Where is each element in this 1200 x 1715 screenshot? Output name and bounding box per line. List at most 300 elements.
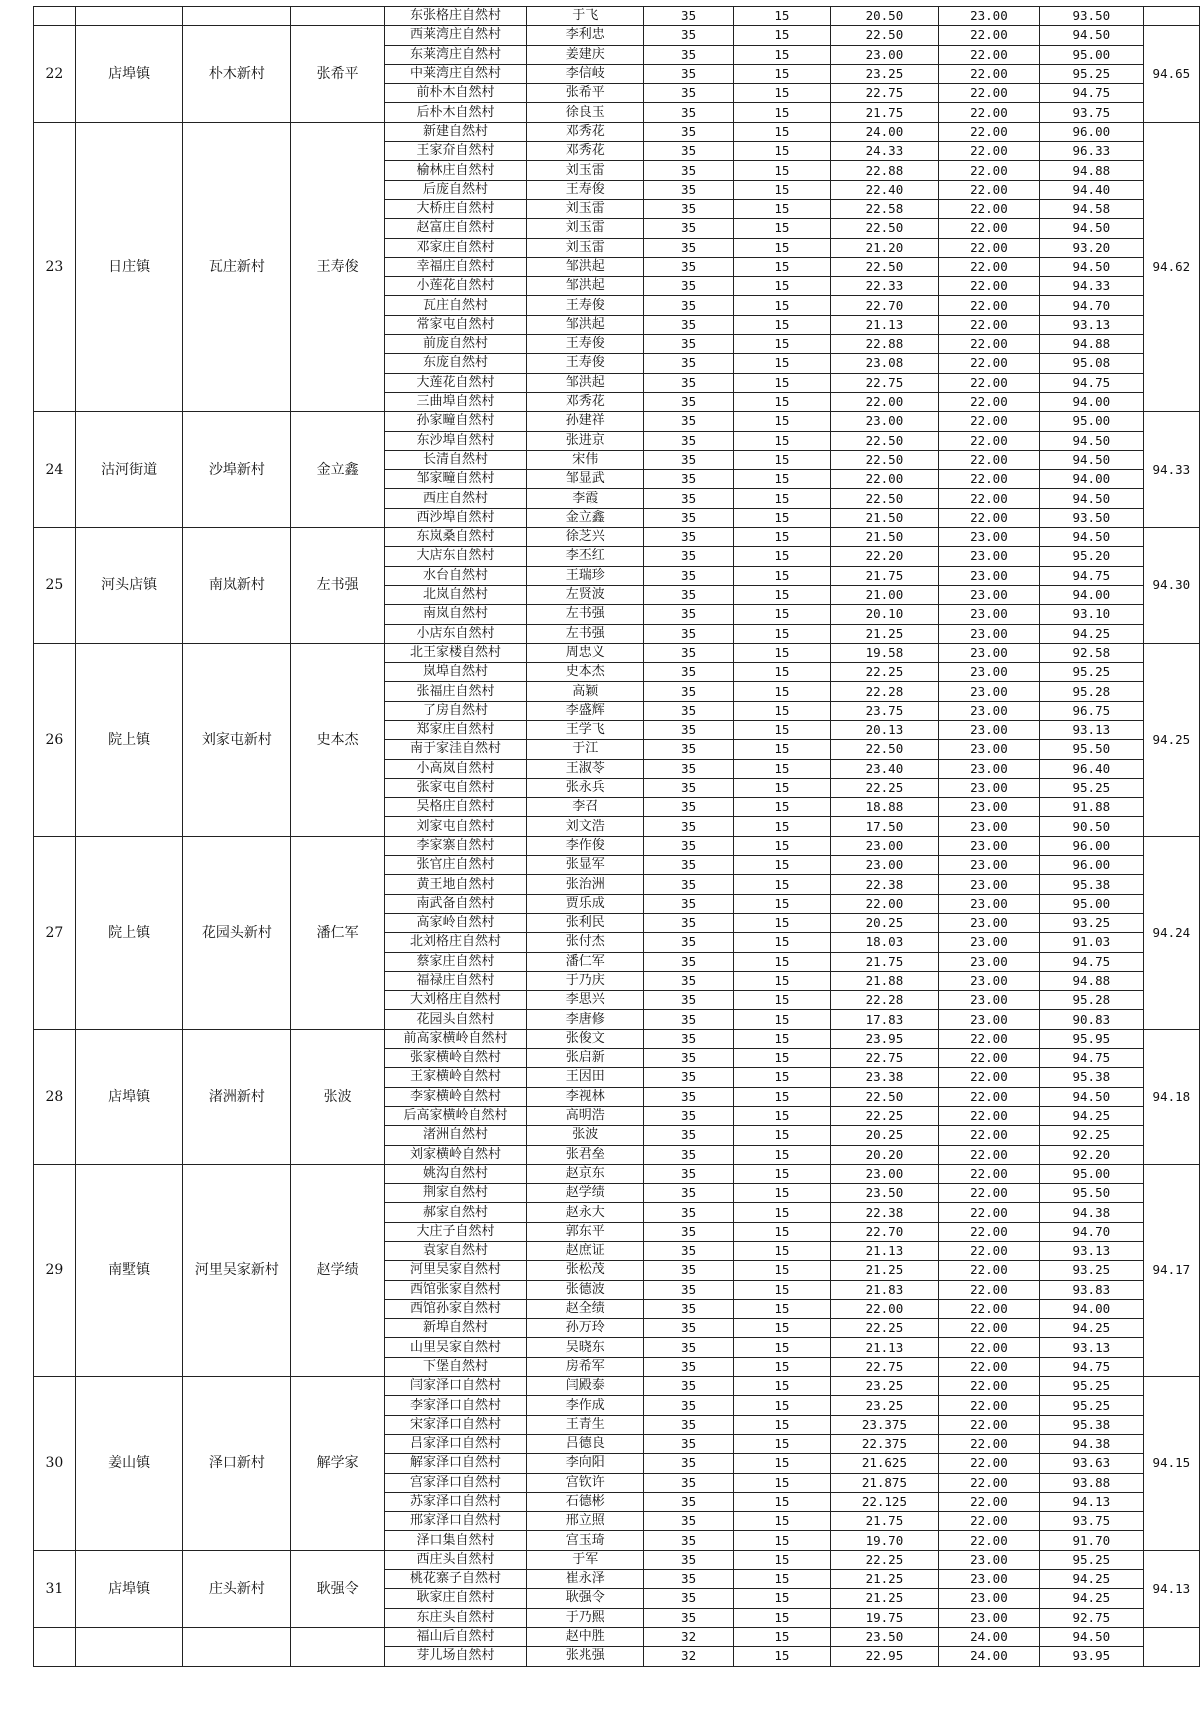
- score-d-cell: 22.00: [938, 219, 1039, 238]
- score-a-cell: 35: [644, 199, 733, 218]
- official-cell: 高明浩: [527, 1106, 644, 1125]
- total-score-cell: 93.25: [1039, 1261, 1143, 1280]
- score-a-cell: 35: [644, 759, 733, 778]
- official-cell: 崔永泽: [527, 1570, 644, 1589]
- score-b-cell: 15: [733, 663, 830, 682]
- score-b-cell: 15: [733, 508, 830, 527]
- score-d-cell: 23.00: [938, 547, 1039, 566]
- official-cell: 史本杰: [527, 663, 644, 682]
- village-name-cell: 河里吴家自然村: [384, 1261, 526, 1280]
- village-name-cell: 大庄子自然村: [384, 1222, 526, 1241]
- village-name-cell: 芽儿场自然村: [384, 1647, 526, 1666]
- official-cell: 王寿俊: [527, 335, 644, 354]
- score-b-cell: 15: [733, 856, 830, 875]
- score-b-cell: 15: [733, 798, 830, 817]
- village-name-cell: 赵富庄自然村: [384, 219, 526, 238]
- leader-cell: 左书强: [291, 528, 385, 644]
- score-a-cell: 32: [644, 1627, 733, 1646]
- town-cell: 院上镇: [75, 643, 183, 836]
- official-cell: 张显军: [527, 856, 644, 875]
- official-cell: 李作成: [527, 1396, 644, 1415]
- score-d-cell: 23.00: [938, 933, 1039, 952]
- village-name-cell: 袁家自然村: [384, 1242, 526, 1261]
- total-score-cell: 94.88: [1039, 971, 1143, 990]
- score-d-cell: 22.00: [938, 373, 1039, 392]
- score-b-cell: 15: [733, 199, 830, 218]
- score-d-cell: 23.00: [938, 682, 1039, 701]
- total-score-cell: 94.50: [1039, 1087, 1143, 1106]
- score-c-cell: 17.50: [830, 817, 938, 836]
- village-name-cell: 刘家屯自然村: [384, 817, 526, 836]
- official-cell: 刘玉雷: [527, 219, 644, 238]
- score-c-cell: 23.50: [830, 1184, 938, 1203]
- score-b-cell: 15: [733, 238, 830, 257]
- total-score-cell: 94.38: [1039, 1203, 1143, 1222]
- score-d-cell: 22.00: [938, 1396, 1039, 1415]
- official-cell: 张治洲: [527, 875, 644, 894]
- score-c-cell: 20.13: [830, 720, 938, 739]
- new-village-cell: 庄头新村: [183, 1550, 291, 1627]
- average-score-cell: 94.18: [1143, 1029, 1199, 1164]
- village-name-cell: 南于家洼自然村: [384, 740, 526, 759]
- score-b-cell: 15: [733, 1473, 830, 1492]
- village-name-cell: 前庞自然村: [384, 335, 526, 354]
- total-score-cell: 94.33: [1039, 277, 1143, 296]
- total-score-cell: 93.13: [1039, 1242, 1143, 1261]
- village-name-cell: 高家岭自然村: [384, 913, 526, 932]
- score-b-cell: 15: [733, 720, 830, 739]
- average-score-cell: 94.17: [1143, 1164, 1199, 1376]
- official-cell: 邓秀花: [527, 122, 644, 141]
- official-cell: 潘仁军: [527, 952, 644, 971]
- score-c-cell: 22.33: [830, 277, 938, 296]
- score-c-cell: 22.88: [830, 335, 938, 354]
- score-a-cell: 35: [644, 142, 733, 161]
- score-a-cell: 35: [644, 585, 733, 604]
- score-a-cell: 35: [644, 1550, 733, 1569]
- score-b-cell: 15: [733, 1261, 830, 1280]
- score-d-cell: 23.00: [938, 836, 1039, 855]
- official-cell: 张希平: [527, 84, 644, 103]
- village-name-cell: 后高家横岭自然村: [384, 1106, 526, 1125]
- total-score-cell: 95.25: [1039, 663, 1143, 682]
- village-name-cell: 大刘格庄自然村: [384, 991, 526, 1010]
- score-c-cell: 22.50: [830, 450, 938, 469]
- official-cell: 李作俊: [527, 836, 644, 855]
- score-b-cell: 15: [733, 7, 830, 26]
- village-name-cell: 后朴木自然村: [384, 103, 526, 122]
- village-name-cell: 张家横岭自然村: [384, 1049, 526, 1068]
- village-name-cell: 幸福庄自然村: [384, 257, 526, 276]
- new-village-cell: 河里吴家新村: [183, 1164, 291, 1376]
- score-b-cell: 15: [733, 450, 830, 469]
- total-score-cell: 90.50: [1039, 817, 1143, 836]
- score-b-cell: 15: [733, 1396, 830, 1415]
- village-name-cell: 福山后自然村: [384, 1627, 526, 1646]
- score-d-cell: 22.00: [938, 1338, 1039, 1357]
- village-name-cell: 了房自然村: [384, 701, 526, 720]
- score-a-cell: 35: [644, 528, 733, 547]
- official-cell: 王因田: [527, 1068, 644, 1087]
- score-c-cell: 22.50: [830, 740, 938, 759]
- official-cell: 张松茂: [527, 1261, 644, 1280]
- village-name-cell: 邹家疃自然村: [384, 470, 526, 489]
- village-name-cell: 小店东自然村: [384, 624, 526, 643]
- average-score-cell: 94.62: [1143, 122, 1199, 411]
- score-d-cell: 22.00: [938, 1222, 1039, 1241]
- score-d-cell: 22.00: [938, 1319, 1039, 1338]
- row-number-cell: [34, 7, 76, 26]
- score-d-cell: 22.00: [938, 1492, 1039, 1511]
- total-score-cell: 95.28: [1039, 682, 1143, 701]
- score-c-cell: 22.50: [830, 26, 938, 45]
- score-c-cell: 22.00: [830, 1299, 938, 1318]
- leader-cell: 金立鑫: [291, 412, 385, 528]
- score-c-cell: 22.125: [830, 1492, 938, 1511]
- total-score-cell: 94.75: [1039, 1357, 1143, 1376]
- score-d-cell: 23.00: [938, 663, 1039, 682]
- score-c-cell: 21.50: [830, 508, 938, 527]
- official-cell: 王瑞珍: [527, 566, 644, 585]
- score-d-cell: 22.00: [938, 1049, 1039, 1068]
- total-score-cell: 96.40: [1039, 759, 1143, 778]
- total-score-cell: 95.00: [1039, 1164, 1143, 1183]
- score-a-cell: 35: [644, 277, 733, 296]
- score-a-cell: 35: [644, 1531, 733, 1550]
- score-d-cell: 23.00: [938, 856, 1039, 875]
- official-cell: 耿强令: [527, 1589, 644, 1608]
- score-b-cell: 15: [733, 1627, 830, 1646]
- score-a-cell: 32: [644, 1647, 733, 1666]
- village-name-cell: 苏家泽口自然村: [384, 1492, 526, 1511]
- table-row: [34, 26, 1200, 45]
- total-score-cell: 96.33: [1039, 142, 1143, 161]
- official-cell: 张启新: [527, 1049, 644, 1068]
- score-b-cell: 15: [733, 624, 830, 643]
- leader-cell: [291, 1627, 385, 1666]
- official-cell: 于江: [527, 740, 644, 759]
- score-b-cell: 15: [733, 103, 830, 122]
- score-a-cell: 35: [644, 1415, 733, 1434]
- official-cell: 房希军: [527, 1357, 644, 1376]
- score-b-cell: 15: [733, 489, 830, 508]
- total-score-cell: 95.50: [1039, 1184, 1143, 1203]
- score-c-cell: 24.33: [830, 142, 938, 161]
- score-c-cell: 21.13: [830, 315, 938, 334]
- row-number-cell: 22: [34, 26, 76, 122]
- score-b-cell: 15: [733, 1338, 830, 1357]
- score-a-cell: 35: [644, 392, 733, 411]
- village-name-cell: 李家横岭自然村: [384, 1087, 526, 1106]
- score-c-cell: 22.38: [830, 1203, 938, 1222]
- total-score-cell: 94.50: [1039, 450, 1143, 469]
- score-d-cell: 23.00: [938, 566, 1039, 585]
- score-a-cell: 35: [644, 1203, 733, 1222]
- total-score-cell: 94.75: [1039, 566, 1143, 585]
- new-village-cell: 刘家屯新村: [183, 643, 291, 836]
- village-name-cell: 东莱湾庄自然村: [384, 45, 526, 64]
- score-a-cell: 35: [644, 412, 733, 431]
- score-b-cell: 15: [733, 1550, 830, 1569]
- score-d-cell: 23.00: [938, 894, 1039, 913]
- score-b-cell: 15: [733, 1570, 830, 1589]
- total-score-cell: 93.50: [1039, 508, 1143, 527]
- village-name-cell: 解家泽口自然村: [384, 1454, 526, 1473]
- score-a-cell: 35: [644, 219, 733, 238]
- village-name-cell: 渚洲自然村: [384, 1126, 526, 1145]
- score-a-cell: 35: [644, 1126, 733, 1145]
- village-name-cell: 刘家横岭自然村: [384, 1145, 526, 1164]
- village-name-cell: 瓦庄自然村: [384, 296, 526, 315]
- average-score-cell: 94.15: [1143, 1377, 1199, 1551]
- score-b-cell: 15: [733, 585, 830, 604]
- score-d-cell: 22.00: [938, 1203, 1039, 1222]
- official-cell: 邓秀花: [527, 142, 644, 161]
- score-b-cell: 15: [733, 392, 830, 411]
- village-name-cell: 西馆孙家自然村: [384, 1299, 526, 1318]
- score-c-cell: 21.88: [830, 971, 938, 990]
- score-a-cell: 35: [644, 894, 733, 913]
- score-d-cell: 22.00: [938, 277, 1039, 296]
- score-d-cell: 22.00: [938, 199, 1039, 218]
- total-score-cell: 94.50: [1039, 219, 1143, 238]
- score-d-cell: 22.00: [938, 1299, 1039, 1318]
- leader-cell: 张波: [291, 1029, 385, 1164]
- village-name-cell: 长清自然村: [384, 450, 526, 469]
- total-score-cell: 95.38: [1039, 1068, 1143, 1087]
- score-c-cell: 21.13: [830, 1242, 938, 1261]
- leader-cell: 耿强令: [291, 1550, 385, 1627]
- total-score-cell: 96.00: [1039, 836, 1143, 855]
- score-a-cell: 35: [644, 1222, 733, 1241]
- score-a-cell: 35: [644, 1010, 733, 1029]
- score-c-cell: 21.20: [830, 238, 938, 257]
- score-b-cell: 15: [733, 64, 830, 83]
- village-name-cell: 小莲花自然村: [384, 277, 526, 296]
- official-cell: 孙建祥: [527, 412, 644, 431]
- total-score-cell: 96.00: [1039, 122, 1143, 141]
- new-village-cell: 沙埠新村: [183, 412, 291, 528]
- official-cell: 李唐修: [527, 1010, 644, 1029]
- score-b-cell: 15: [733, 296, 830, 315]
- score-b-cell: 15: [733, 1647, 830, 1666]
- total-score-cell: 94.00: [1039, 585, 1143, 604]
- score-a-cell: 35: [644, 450, 733, 469]
- village-name-cell: 李家泽口自然村: [384, 1396, 526, 1415]
- score-a-cell: 35: [644, 1338, 733, 1357]
- official-cell: 邹显武: [527, 470, 644, 489]
- score-b-cell: 15: [733, 778, 830, 797]
- score-d-cell: 22.00: [938, 1434, 1039, 1453]
- score-d-cell: 23.00: [938, 740, 1039, 759]
- score-b-cell: 15: [733, 1242, 830, 1261]
- total-score-cell: 95.50: [1039, 740, 1143, 759]
- total-score-cell: 93.63: [1039, 1454, 1143, 1473]
- total-score-cell: 94.38: [1039, 1434, 1143, 1453]
- score-c-cell: 22.75: [830, 1049, 938, 1068]
- total-score-cell: 94.25: [1039, 1106, 1143, 1125]
- score-d-cell: 22.00: [938, 1164, 1039, 1183]
- score-a-cell: 35: [644, 1049, 733, 1068]
- official-cell: 于飞: [527, 7, 644, 26]
- total-score-cell: 94.50: [1039, 528, 1143, 547]
- score-c-cell: 23.00: [830, 836, 938, 855]
- score-d-cell: 22.00: [938, 1106, 1039, 1125]
- average-score-cell: 94.33: [1143, 412, 1199, 528]
- score-a-cell: 35: [644, 489, 733, 508]
- village-name-cell: 水台自然村: [384, 566, 526, 585]
- score-d-cell: 24.00: [938, 1627, 1039, 1646]
- village-name-cell: 张福庄自然村: [384, 682, 526, 701]
- score-a-cell: 35: [644, 1454, 733, 1473]
- score-d-cell: 22.00: [938, 1415, 1039, 1434]
- score-d-cell: 23.00: [938, 624, 1039, 643]
- total-score-cell: 94.13: [1039, 1492, 1143, 1511]
- table-row: [34, 7, 1200, 26]
- score-c-cell: 20.50: [830, 7, 938, 26]
- table-row: [34, 1377, 1200, 1396]
- score-c-cell: 22.40: [830, 180, 938, 199]
- town-cell: 店埠镇: [75, 26, 183, 122]
- score-b-cell: 15: [733, 894, 830, 913]
- score-b-cell: 15: [733, 1164, 830, 1183]
- official-cell: 宫钦许: [527, 1473, 644, 1492]
- score-a-cell: 35: [644, 740, 733, 759]
- average-score-cell: 94.30: [1143, 528, 1199, 644]
- table-row: [34, 122, 1200, 141]
- score-a-cell: 35: [644, 817, 733, 836]
- official-cell: 李霞: [527, 489, 644, 508]
- score-a-cell: 35: [644, 26, 733, 45]
- official-cell: 徐良玉: [527, 103, 644, 122]
- official-cell: 闫殿泰: [527, 1377, 644, 1396]
- score-d-cell: 22.00: [938, 392, 1039, 411]
- score-c-cell: 22.70: [830, 1222, 938, 1241]
- official-cell: 邹洪起: [527, 373, 644, 392]
- total-score-cell: 94.75: [1039, 84, 1143, 103]
- score-d-cell: 22.00: [938, 296, 1039, 315]
- total-score-cell: 94.25: [1039, 1589, 1143, 1608]
- table-row: [34, 1627, 1200, 1646]
- score-a-cell: 35: [644, 991, 733, 1010]
- official-cell: 张君垒: [527, 1145, 644, 1164]
- village-name-cell: 新建自然村: [384, 122, 526, 141]
- score-c-cell: 22.25: [830, 778, 938, 797]
- score-a-cell: 35: [644, 1029, 733, 1048]
- score-b-cell: 15: [733, 682, 830, 701]
- village-name-cell: 山里吴家自然村: [384, 1338, 526, 1357]
- score-d-cell: 22.00: [938, 489, 1039, 508]
- score-d-cell: 22.00: [938, 64, 1039, 83]
- score-d-cell: 22.00: [938, 470, 1039, 489]
- official-cell: 张俊文: [527, 1029, 644, 1048]
- score-a-cell: 35: [644, 470, 733, 489]
- score-b-cell: 15: [733, 431, 830, 450]
- village-name-cell: 泽口集自然村: [384, 1531, 526, 1550]
- score-a-cell: 35: [644, 1589, 733, 1608]
- score-a-cell: 35: [644, 45, 733, 64]
- score-d-cell: 22.00: [938, 315, 1039, 334]
- village-name-cell: 北刘格庄自然村: [384, 933, 526, 952]
- score-b-cell: 15: [733, 740, 830, 759]
- official-cell: 吴晓东: [527, 1338, 644, 1357]
- score-a-cell: 35: [644, 875, 733, 894]
- total-score-cell: 95.25: [1039, 1550, 1143, 1569]
- score-a-cell: 35: [644, 1570, 733, 1589]
- village-name-cell: 郝家自然村: [384, 1203, 526, 1222]
- score-c-cell: 21.875: [830, 1473, 938, 1492]
- official-cell: 邹洪起: [527, 277, 644, 296]
- score-b-cell: 15: [733, 836, 830, 855]
- score-a-cell: 35: [644, 1261, 733, 1280]
- row-number-cell: 23: [34, 122, 76, 411]
- village-name-cell: 东庞自然村: [384, 354, 526, 373]
- total-score-cell: 94.50: [1039, 431, 1143, 450]
- score-a-cell: 35: [644, 913, 733, 932]
- score-a-cell: 35: [644, 1087, 733, 1106]
- village-name-cell: 吴格庄自然村: [384, 798, 526, 817]
- score-d-cell: 23.00: [938, 7, 1039, 26]
- new-village-cell: [183, 7, 291, 26]
- total-score-cell: 94.88: [1039, 161, 1143, 180]
- score-d-cell: 23.00: [938, 585, 1039, 604]
- village-name-cell: 宋家泽口自然村: [384, 1415, 526, 1434]
- score-a-cell: 35: [644, 856, 733, 875]
- official-cell: 张兆强: [527, 1647, 644, 1666]
- new-village-cell: [183, 1627, 291, 1666]
- village-name-cell: 宫家泽口自然村: [384, 1473, 526, 1492]
- score-c-cell: 24.00: [830, 122, 938, 141]
- official-cell: 王淑苓: [527, 759, 644, 778]
- total-score-cell: 94.50: [1039, 26, 1143, 45]
- score-a-cell: 35: [644, 103, 733, 122]
- total-score-cell: 90.83: [1039, 1010, 1143, 1029]
- score-b-cell: 15: [733, 373, 830, 392]
- score-d-cell: 22.00: [938, 1512, 1039, 1531]
- table-row: [34, 643, 1200, 662]
- score-a-cell: 35: [644, 1357, 733, 1376]
- official-cell: 李视林: [527, 1087, 644, 1106]
- score-b-cell: 15: [733, 142, 830, 161]
- total-score-cell: 93.20: [1039, 238, 1143, 257]
- score-a-cell: 35: [644, 84, 733, 103]
- score-d-cell: 23.00: [938, 643, 1039, 662]
- score-b-cell: 15: [733, 315, 830, 334]
- table-row: [34, 836, 1200, 855]
- village-name-cell: 后庞自然村: [384, 180, 526, 199]
- total-score-cell: 92.25: [1039, 1126, 1143, 1145]
- total-score-cell: 93.25: [1039, 913, 1143, 932]
- official-cell: 邹洪起: [527, 315, 644, 334]
- village-name-cell: 东沙埠自然村: [384, 431, 526, 450]
- score-c-cell: 22.25: [830, 1319, 938, 1338]
- score-a-cell: 35: [644, 296, 733, 315]
- score-d-cell: 22.00: [938, 1029, 1039, 1048]
- official-cell: 于乃熙: [527, 1608, 644, 1627]
- official-cell: 刘玉雷: [527, 199, 644, 218]
- town-cell: [75, 1627, 183, 1666]
- score-d-cell: 22.00: [938, 412, 1039, 431]
- total-score-cell: 93.13: [1039, 315, 1143, 334]
- score-d-cell: 23.00: [938, 971, 1039, 990]
- official-cell: 赵京东: [527, 1164, 644, 1183]
- village-name-cell: 前朴木自然村: [384, 84, 526, 103]
- score-b-cell: 15: [733, 933, 830, 952]
- score-a-cell: 35: [644, 1434, 733, 1453]
- score-c-cell: 22.00: [830, 392, 938, 411]
- village-name-cell: 邢家泽口自然村: [384, 1512, 526, 1531]
- score-b-cell: 15: [733, 122, 830, 141]
